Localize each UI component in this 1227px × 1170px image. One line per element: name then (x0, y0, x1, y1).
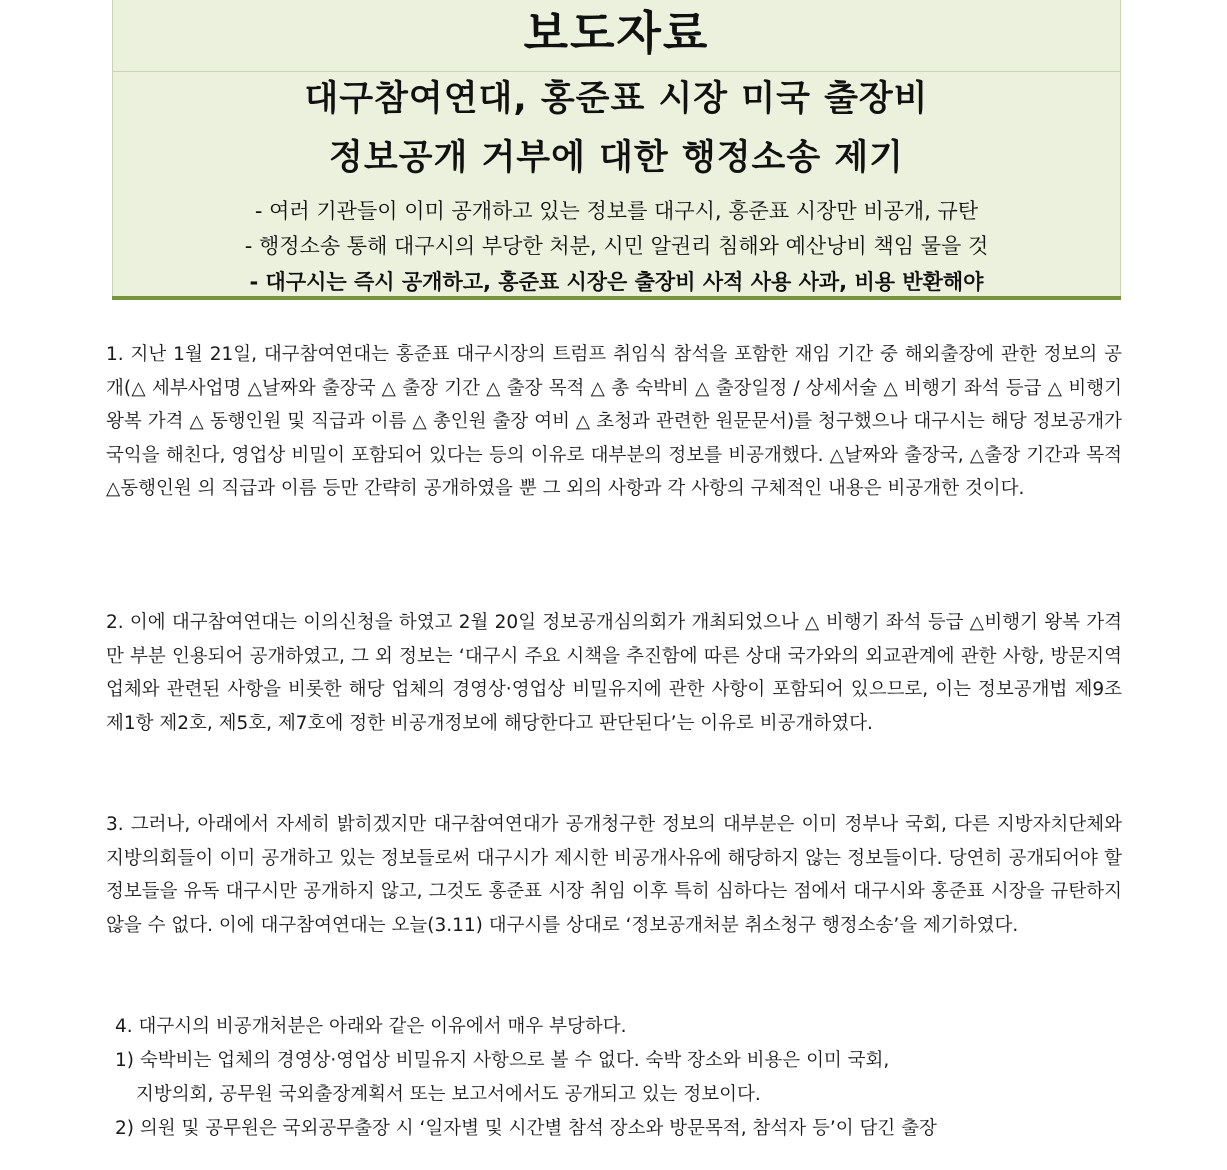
item-4-1-line-1: 1) 숙박비는 업체의 경영상·영업상 비밀유지 사항으로 볼 수 없다. 숙박 장소와 비용은 이미 국회, (115, 1050, 890, 1071)
paragraph-1: 1. 지난 1월 21일, 대구참여연대는 홍준표 대구시장의 트럼프 취임식 참석을 포함한 재임 기간 중 해외출장에 관한 정보의 공개(△ 세부사업명 △날짜와 출장국 △ 출장 기간 △ 출장 목적 △ 총 숙박비 △ 출장일정 / 상세서술 △ 비행기 좌석 등급 △ 비행기 왕복 가격 △ 동행인원 및 직급과 이름 △ 총인원 출장 여비 △ 초청과 관련한 원문문서)를 청구했으나 대구시는 해당 정보공개가 국익을 해친다, 영업상 비밀이 포함되어 있다는 등의 이유로 대부분의 정보를 비공개했다. △날짜와 출장국, △출장 기간과 목적 △동행인원 의 직급과 이름 등만 간략히 공개하였을 뿐 그 외의 사항과 각 사항의 구체적인 내용은 비공개한 것이다. (106, 344, 1122, 500)
press-release-header (112, 0, 1121, 298)
subpoint-1: - 여러 기관들이 이미 공개하고 있는 정보를 대구시, 홍준표 시장만 비공개, 규탄 (254, 199, 979, 223)
subpoint-2: - 행정소송 통해 대구시의 부당한 처분, 시민 알권리 침해와 예산낭비 책임 물을 것 (244, 234, 989, 258)
header-divider (112, 296, 1121, 300)
document-title: 보도자료 (523, 6, 710, 60)
headline-line-1: 대구참여연대, 홍준표 시장 미국 출장비 (304, 79, 929, 119)
paragraph-2: 2. 이에 대구참여연대는 이의신청을 하였고 2월 20일 정보공개심의회가 개최되었으나 △ 비행기 좌석 등급 △비행기 왕복 가격만 부분 인용되어 공개하였고, 그 외 정보는 ‘대구시 주요 시책을 추진함에 따른 상대 국가와의 외교관계에 관한 사항, 방문지역 업체와 관련된 사항을 비롯한 해당 업체의 경영상·영업상 비밀유지에 관한 사항이 포함되어 있으므로, 이는 정보공개법 제9조 제1항 제2호, 제5호, 제7호에 정한 비공개정보에 해당한다고 판단된다’는 이유로 비공개하였다. (106, 612, 1122, 734)
item-4-1-line-2: 지방의회, 공무원 국외출장계획서 또는 보고서에서도 공개되고 있는 정보이다. (136, 1084, 761, 1105)
title-band (113, 0, 1120, 72)
subpoint-3: - 대구시는 즉시 공개하고, 홍준표 시장은 출장비 사적 사용 사과, 비용 반환해야 (249, 270, 984, 294)
item-4-2-line-1: 2) 의원 및 공무원은 국외공무출장 시 ‘일자별 및 시간별 참석 장소와 방문목적, 참석자 등’이 담긴 출장 (115, 1118, 937, 1139)
paragraph-4-heading: 4. 대구시의 비공개처분은 아래와 같은 이유에서 매우 부당하다. (115, 1016, 627, 1037)
headline-line-2: 정보공개 거부에 대한 행정소송 제기 (329, 138, 904, 178)
paragraph-3: 3. 그러나, 아래에서 자세히 밝히겠지만 대구참여연대가 공개청구한 정보의 대부분은 이미 정부나 국회, 다른 지방자치단체와 지방의회들이 이미 공개하고 있는 정보들로써 대구시가 제시한 비공개사유에 해당하지 않는 정보들이다. 당연히 공개되어야 할 정보들을 유독 대구시만 공개하지 않고, 그것도 홍준표 시장 취임 이후 특히 심하다는 점에서 대구시와 홍준표 시장을 규탄하지 않을 수 없다. 이에 대구참여연대는 오늘(3.11) 대구시를 상대로 ‘정보공개처분 취소청구 행정소송’을 제기하였다. (106, 814, 1122, 936)
